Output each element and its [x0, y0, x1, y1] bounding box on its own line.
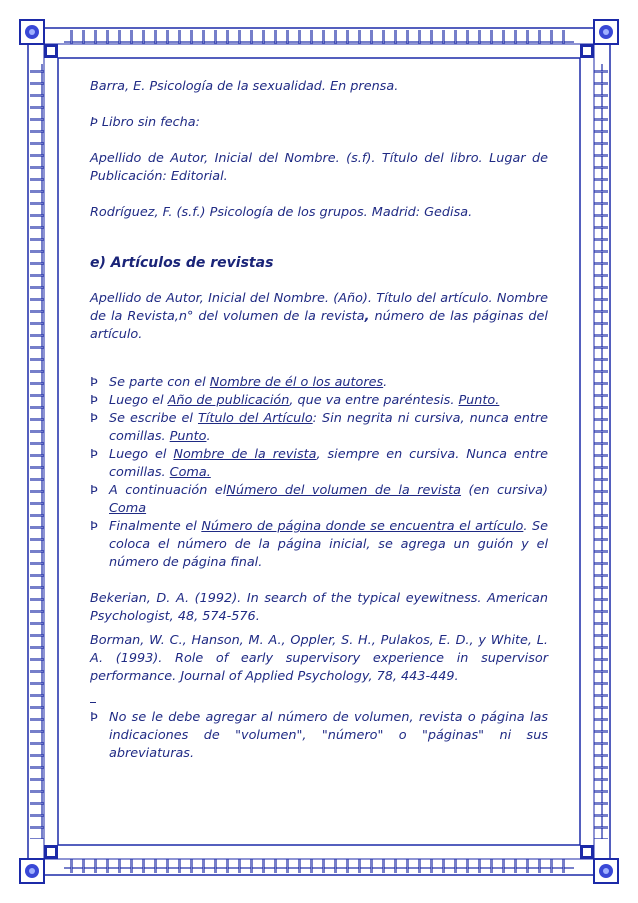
underlined-term: Número de página donde se encuentra el artículo [201, 519, 524, 534]
underlined-term: Número del volumen de la revista [226, 483, 462, 498]
list-item: Þ Luego el Año de publicación, que va entre paréntesis. Punto. [90, 393, 500, 408]
underlined-term: Año de publicación [167, 393, 290, 408]
list-item: Þ Luego el Nombre de la revista, siempre en cursiva. Nunca entre comillas. Coma. [90, 447, 548, 480]
underlined-term: Coma. [169, 465, 211, 480]
underlined-term: Nombre de la revista [173, 447, 317, 462]
example-reference: Bekerian, D. A. (1992). In search of the typical eyewitness. American Psychologist, 48, 574-576. [90, 591, 548, 624]
bullet-marker: Þ [90, 483, 98, 498]
bullet-marker: Þ [90, 411, 98, 426]
reference-line: Barra, E. Psicología de la sexualidad. En prensa. [90, 79, 399, 94]
list-item: Þ A continuación elNúmero del volumen de la revista (en cursiva) Coma [90, 483, 548, 516]
underlined-term: Punto [169, 429, 207, 444]
example-no-date: Rodríguez, F. (s.f.) Psicología de los grupos. Madrid: Gedisa. [90, 205, 473, 220]
underlined-term: Nombre de él o los autores [209, 375, 384, 390]
sub-heading-no-date [90, 114, 548, 132]
underlined-term: Coma [109, 501, 147, 516]
example-reference: Borman, W. C., Hanson, M. A., Oppler, S. H., Pulakos, E. D., y White, L. A. (1993). Role of early supervisory experience in supervisor performance. Journal of Applied Psychology, 78, 443-449. [90, 633, 548, 684]
instruction-list [90, 374, 548, 572]
sub-heading-text: Libro sin fecha: [101, 115, 200, 130]
underlined-term: Punto. [458, 393, 500, 408]
document-body [90, 78, 548, 763]
format-line-no-date: Apellido de Autor, Inicial del Nombre. (s.f). Título del libro. Lugar de Publicación: Editorial. [90, 151, 548, 184]
format-line-articles: Apellido de Autor, Inicial del Nombre. (Año). Título del artículo. Nombre de la Revista,n° del volumen de la revista, número de las páginas del artículo. [90, 291, 548, 342]
bullet-marker: Þ [90, 710, 98, 725]
final-note: Þ No se le debe agregar al número de volumen, revista o página las indicaciones de "volumen", "número" o "páginas" ni sus abreviaturas. [90, 710, 548, 761]
section-heading: e) Artículos de revistas [90, 255, 274, 271]
bullet-marker: Þ [90, 447, 98, 462]
bullet-marker: Þ [90, 393, 98, 408]
bullet-marker: Þ [90, 375, 98, 390]
bullet-marker: Þ [90, 519, 98, 534]
underlined-term: Título del Artículo [197, 411, 313, 426]
list-item: Þ Finalmente el Número de página donde se encuentra el artículo. Se coloca el número de la página inicial, se agrega un guión y el número de página final. [90, 519, 548, 570]
list-item: Þ Se parte con el Nombre de él o los autores. [90, 375, 388, 390]
list-item: Þ Se escribe el Título del Artículo: Sin negrita ni cursiva, nunca entre comillas. Punto. [90, 411, 548, 444]
blank-underline [90, 694, 548, 705]
bullet-marker: Þ [90, 115, 98, 130]
